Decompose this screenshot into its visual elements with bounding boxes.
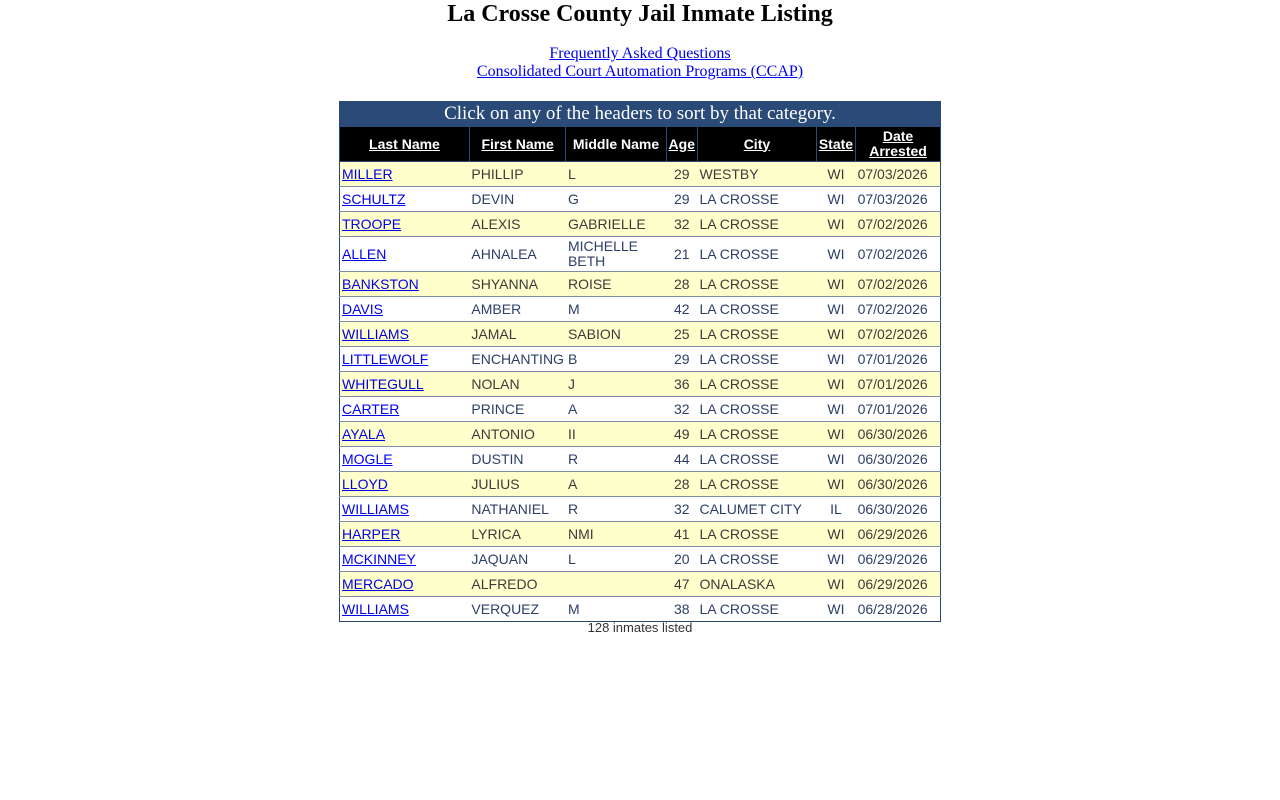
cell-middle-name: NMI [566,522,666,547]
cell-age: 20 [666,547,697,572]
cell-middle-name: R [566,497,666,522]
cell-first-name: AHNALEA [469,237,566,272]
cell-last-name [340,547,470,572]
cell-state: WI [816,522,855,547]
table-row [340,572,941,597]
cell-state: WI [816,297,855,322]
table-row [340,237,941,272]
cell-last-name [340,597,470,622]
cell-middle-name: L [566,162,666,187]
cell-middle-name: M [566,597,666,622]
cell-middle-name: J [566,372,666,397]
ccap-link[interactable]: Consolidated Court Automation Programs (CCAP) [476,63,804,80]
inmate-table [339,101,941,622]
cell-age: 47 [666,572,697,597]
inmate-detail-link[interactable]: HARPER [342,525,401,542]
header-date-arrested[interactable] [856,127,941,162]
cell-date-arrested: 07/02/2026 [856,237,941,272]
cell-state: WI [816,187,855,212]
cell-state: WI [816,472,855,497]
cell-state: WI [816,547,855,572]
cell-age: 41 [666,522,697,547]
header-state[interactable] [816,127,855,162]
cell-first-name: ANTONIO [469,422,566,447]
cell-last-name [340,447,470,472]
cell-middle-name: II [566,422,666,447]
header-age[interactable] [666,127,697,162]
cell-state: WI [816,597,855,622]
cell-city: CALUMET CITY [697,497,816,522]
table-row [340,187,941,212]
cell-date-arrested: 07/02/2026 [856,212,941,237]
cell-city: LA CROSSE [697,347,816,372]
sort-age-link[interactable]: Age [668,135,695,152]
cell-age: 49 [666,422,697,447]
cell-middle-name: A [566,397,666,422]
cell-first-name: PHILLIP [469,162,566,187]
cell-first-name: JAMAL [469,322,566,347]
cell-middle-name: R [566,447,666,472]
table-row [340,422,941,447]
cell-last-name [340,347,470,372]
cell-age: 36 [666,372,697,397]
cell-middle-name [566,572,666,597]
cell-state: WI [816,372,855,397]
table-row [340,547,941,572]
cell-date-arrested: 06/30/2026 [856,447,941,472]
cell-date-arrested: 07/01/2026 [856,372,941,397]
cell-last-name [340,187,470,212]
cell-first-name: DUSTIN [469,447,566,472]
cell-city: LA CROSSE [697,422,816,447]
header-last-name[interactable] [340,127,470,162]
table-row [340,397,941,422]
inmate-rows [340,162,941,622]
page-title: La Crosse County Jail Inmate Listing [447,1,833,27]
cell-city: LA CROSSE [697,297,816,322]
table-row [340,347,941,372]
cell-date-arrested: 06/30/2026 [856,422,941,447]
cell-city: LA CROSSE [697,322,816,347]
sort-instructions-row [340,102,941,127]
cell-city: LA CROSSE [697,472,816,497]
cell-city: LA CROSSE [697,447,816,472]
cell-state: IL [816,497,855,522]
cell-middle-name: G [566,187,666,212]
inmate-table-container [339,101,941,622]
cell-first-name: ALEXIS [469,212,566,237]
inmate-detail-link[interactable]: DAVIS [342,300,383,317]
table-row [340,322,941,347]
cell-last-name [340,572,470,597]
cell-age: 42 [666,297,697,322]
table-row [340,272,941,297]
cell-first-name: PRINCE [469,397,566,422]
inmate-detail-link[interactable]: WILLIAMS [342,325,409,342]
cell-first-name: NOLAN [469,372,566,397]
cell-middle-name: GABRIELLE [566,212,666,237]
cell-city: LA CROSSE [697,397,816,422]
table-row [340,497,941,522]
header-city[interactable] [697,127,816,162]
table-row [340,212,941,237]
inmate-detail-link[interactable]: ALLEN [342,245,387,262]
cell-date-arrested: 06/29/2026 [856,572,941,597]
cell-city: LA CROSSE [697,237,816,272]
sort-state-link[interactable]: State [818,135,854,152]
cell-city: LA CROSSE [697,372,816,397]
inmate-detail-link[interactable]: LLOYD [342,475,388,492]
inmate-detail-link[interactable]: WILLIAMS [342,500,409,517]
table-row [340,372,941,397]
cell-date-arrested: 06/30/2026 [856,497,941,522]
table-row [340,472,941,497]
cell-city: LA CROSSE [697,597,816,622]
cell-age: 32 [666,212,697,237]
cell-state: WI [816,447,855,472]
cell-age: 32 [666,397,697,422]
inmate-detail-link[interactable]: CARTER [342,400,400,417]
cell-city: LA CROSSE [697,187,816,212]
cell-last-name [340,472,470,497]
cell-city: ONALASKA [697,572,816,597]
sort-city-link[interactable]: City [743,135,771,152]
cell-date-arrested: 07/02/2026 [856,272,941,297]
cell-city: WESTBY [697,162,816,187]
inmate-detail-link[interactable]: LITTLEWOLF [342,350,429,367]
cell-middle-name: B [566,347,666,372]
cell-age: 29 [666,162,697,187]
cell-date-arrested: 06/28/2026 [856,597,941,622]
table-header-row [340,127,941,162]
cell-middle-name: SABION [566,322,666,347]
sort-instructions: Click on any of the headers to sort by that category. [340,102,941,127]
cell-first-name: JAQUAN [469,547,566,572]
cell-first-name: NATHANIEL [469,497,566,522]
cell-state: WI [816,212,855,237]
cell-city: LA CROSSE [697,212,816,237]
table-row [340,522,941,547]
cell-date-arrested: 06/30/2026 [856,472,941,497]
cell-middle-name: MICHELLE BETH [566,237,666,272]
cell-last-name [340,322,470,347]
header-first-name[interactable] [469,127,566,162]
cell-last-name [340,397,470,422]
cell-state: WI [816,272,855,297]
cell-state: WI [816,397,855,422]
inmate-detail-link[interactable]: BANKSTON [342,275,419,292]
cell-middle-name: L [566,547,666,572]
cell-age: 29 [666,187,697,212]
table-row [340,297,941,322]
inmate-count: 128 inmates listed [587,620,693,635]
cell-last-name [340,372,470,397]
cell-date-arrested: 07/02/2026 [856,297,941,322]
cell-last-name [340,162,470,187]
cell-date-arrested: 06/29/2026 [856,547,941,572]
cell-date-arrested: 07/02/2026 [856,322,941,347]
cell-date-arrested: 07/01/2026 [856,397,941,422]
cell-date-arrested: 06/29/2026 [856,522,941,547]
cell-date-arrested: 07/03/2026 [856,162,941,187]
cell-last-name [340,272,470,297]
cell-city: LA CROSSE [697,547,816,572]
cell-first-name: ALFREDO [469,572,566,597]
cell-age: 38 [666,597,697,622]
cell-date-arrested: 07/03/2026 [856,187,941,212]
cell-first-name: VERQUEZ [469,597,566,622]
cell-age: 28 [666,472,697,497]
cell-state: WI [816,572,855,597]
cell-state: WI [816,237,855,272]
cell-first-name: ENCHANTING [469,347,566,372]
inmate-detail-link[interactable]: MERCADO [342,575,414,592]
inmate-detail-link[interactable]: WILLIAMS [342,600,409,617]
cell-last-name [340,297,470,322]
table-row [340,447,941,472]
inmate-detail-link[interactable]: WHITEGULL [342,375,424,392]
faq-link[interactable]: Frequently Asked Questions [549,45,731,62]
cell-last-name [340,237,470,272]
inmate-detail-link[interactable]: MILLER [342,165,393,182]
inmate-detail-link[interactable]: MCKINNEY [342,550,416,567]
cell-age: 28 [666,272,697,297]
cell-last-name [340,212,470,237]
cell-middle-name: ROISE [566,272,666,297]
cell-state: WI [816,322,855,347]
date-header-line1: Date [882,128,914,144]
cell-middle-name: A [566,472,666,497]
cell-first-name: LYRICA [469,522,566,547]
cell-first-name: JULIUS [469,472,566,497]
cell-age: 21 [666,237,697,272]
cell-age: 32 [666,497,697,522]
cell-state: WI [816,347,855,372]
header-middle-name: Middle Name [566,127,666,162]
inmate-detail-link[interactable]: AYALA [342,425,386,442]
cell-middle-name: M [566,297,666,322]
sort-date-link[interactable] [869,128,927,159]
cell-last-name [340,522,470,547]
inmate-detail-link[interactable]: TROOPE [342,215,402,232]
cell-age: 29 [666,347,697,372]
cell-last-name [340,422,470,447]
inmate-detail-link[interactable]: MOGLE [342,450,393,467]
inmate-detail-link[interactable]: SCHULTZ [342,190,406,207]
cell-first-name: SHYANNA [469,272,566,297]
cell-state: WI [816,162,855,187]
sort-first-name-link[interactable]: First Name [481,135,554,152]
cell-state: WI [816,422,855,447]
cell-age: 25 [666,322,697,347]
cell-date-arrested: 07/01/2026 [856,347,941,372]
cell-first-name: DEVIN [469,187,566,212]
table-row [340,162,941,187]
table-row [340,597,941,622]
nav-links [0,45,1280,81]
cell-first-name: AMBER [469,297,566,322]
cell-city: LA CROSSE [697,272,816,297]
date-header-line2: Arrested [869,143,927,159]
sort-last-name-link[interactable]: Last Name [369,135,440,152]
cell-age: 44 [666,447,697,472]
cell-last-name [340,497,470,522]
cell-city: LA CROSSE [697,522,816,547]
